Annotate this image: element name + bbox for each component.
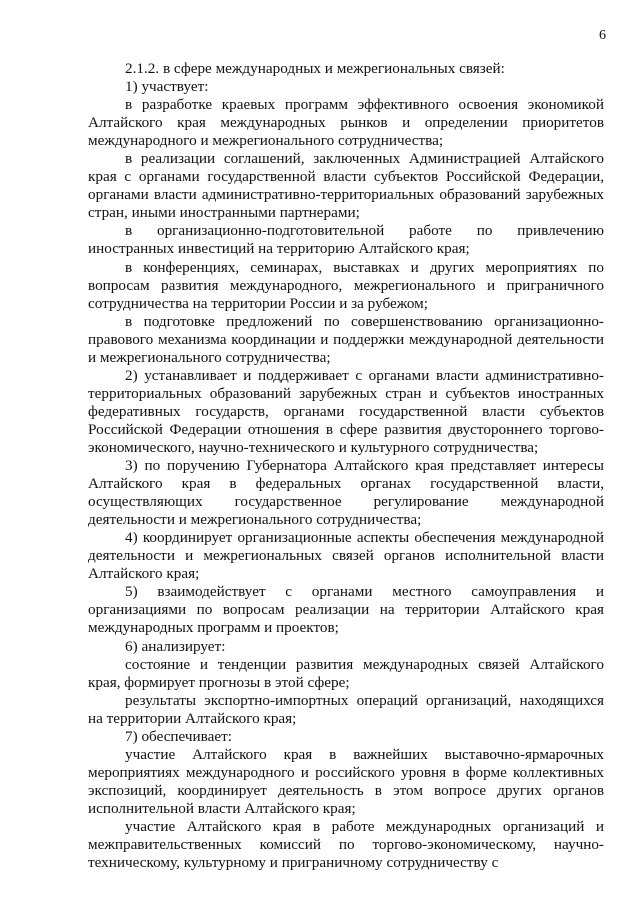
paragraph: 2) устанавливает и поддерживает с органами власти административно-территориальных образований зарубежных стран и субъектов иностранных федеративных государств, органами государственной власти субъектов Российской Федерации отношения в сфере развития двустороннего торгово-экономического, научно-технического и культурного сотрудничества; [88, 366, 604, 456]
paragraph: результаты экспортно-импортных операций организаций, находящихся на территории Алтайского края; [88, 691, 604, 727]
list-item: 7) обеспечивает: [125, 727, 232, 745]
paragraph: 5) взаимодействует с органами местного самоуправления и организациями по вопросам реализации на территории Алтайского края международных программ и проектов; [88, 583, 604, 637]
paragraph: 4) координирует организационные аспекты обеспечения международной деятельности и межрегиональных связей органов исполнительной власти Алтайского края; [88, 529, 604, 583]
list-item: 6) анализирует: [125, 637, 226, 655]
paragraph: в подготовке предложений по совершенствованию организационно-правового механизма координации и поддержки международной деятельности и межрегионального сотрудничества; [88, 312, 604, 366]
paragraph: 3) по поручению Губернатора Алтайского края представляет интересы Алтайского края в федеральных органах государственной власти, осуществляющих государственное регулирование международной деятельности и межрегионального сотрудничества; [88, 457, 604, 529]
paragraph: участие Алтайского края в работе международных организаций и межправительственных комиссий по торгово-экономическому, научно-техническому, культурному и приграничному сотрудничеству с [88, 817, 604, 872]
paragraph: в реализации соглашений, заключенных Администрацией Алтайского края с органами государственной власти субъектов Российской Федерации, органами власти административно-территориальных образований зарубежных стран, иными иностранными партнерами; [88, 150, 604, 222]
paragraph: участие Алтайского края в важнейших выставочно-ярмарочных мероприятиях международного и российского уровня в форме коллективных экспозиций, координирует деятельность в этом вопросе других органов исполнительной власти Алтайского края; [88, 745, 604, 817]
paragraph: в конференциях, семинарах, выставках и других мероприятиях по вопросам развития международного, межрегионального и приграничного сотрудничества на территории России и за рубежом; [88, 258, 604, 312]
paragraph: в разработке краевых программ эффективного освоения экономикой Алтайского края международных рынков и определении приоритетов международного и межрегионального сотрудничества; [88, 96, 604, 150]
paragraph: состояние и тенденции развития международных связей Алтайского края, формирует прогнозы в этой сфере; [88, 655, 604, 691]
document-body [88, 60, 604, 872]
page-number: 6 [599, 28, 606, 43]
paragraph: в организационно-подготовительной работе по привлечению иностранных инвестиций на территорию Алтайского края; [88, 222, 604, 258]
section-heading: 2.1.2. в сфере международных и межрегиональных связей: [125, 60, 505, 77]
list-item: 1) участвует: [125, 78, 209, 96]
